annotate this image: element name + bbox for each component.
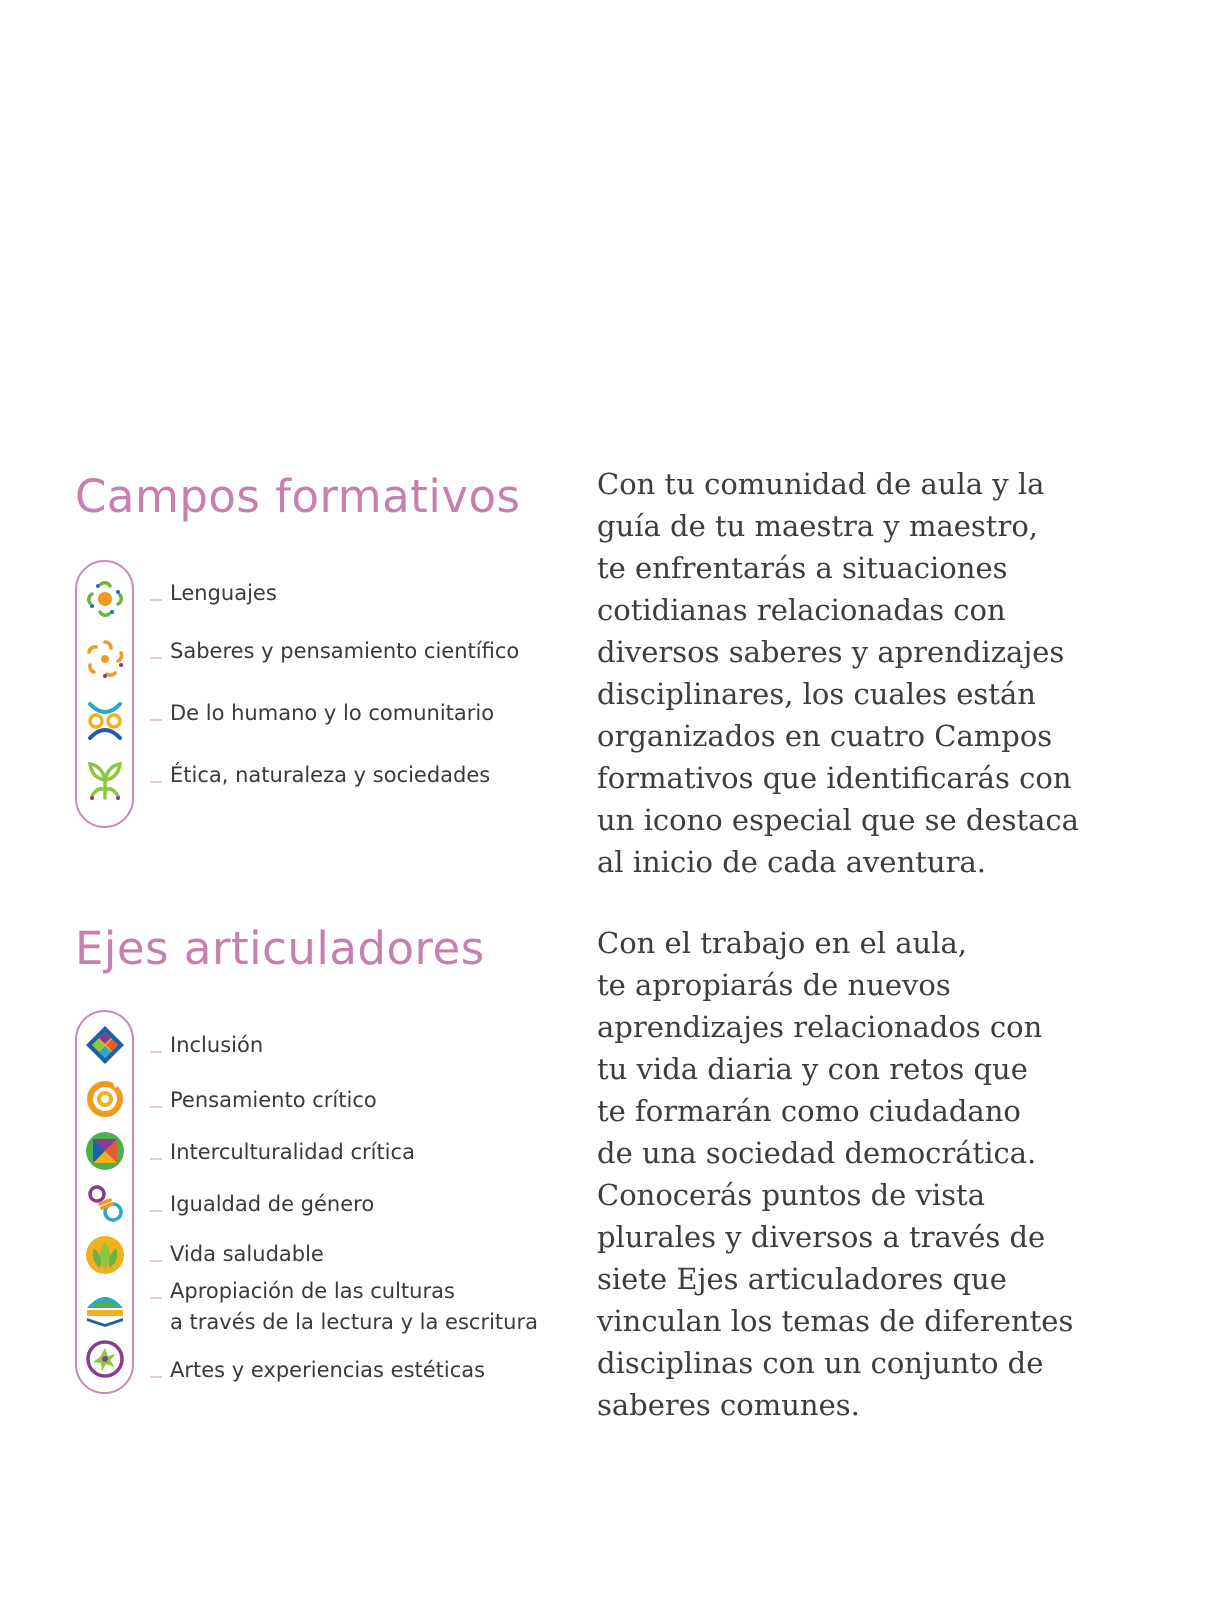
campo-item-humano: De lo humano y lo comunitario [150,698,494,729]
ejes-articuladores-title: Ejes articuladores [75,922,485,975]
eje-item-vida-saludable: Vida saludable [150,1239,324,1270]
campo-item-lenguajes: Lenguajes [150,578,277,609]
lenguajes-icon [84,578,126,620]
saberes-icon [84,638,126,680]
inclusion-icon [84,1024,126,1066]
ejes-icon-column [75,1010,134,1394]
lectura-escritura-icon [84,1286,126,1328]
campo-item-etica: Ética, naturaleza y sociedades [150,760,490,791]
campo-item-saberes: Saberes y pensamiento científico [150,636,519,667]
eje-item-igualdad-genero: Igualdad de género [150,1189,374,1220]
humano-comunitario-icon [84,700,126,742]
igualdad-genero-icon [84,1182,126,1224]
campos-icon-column [75,560,134,828]
ejes-paragraph: Con el trabajo en el aula, te apropiarás de nuevos aprendizajes relacionados con tu vida diaria y con retos que te formarán como ciudadano de una sociedad democrática. Conocerás puntos de vista plurales y diversos a través de siete Ejes articuladores que vinculan los temas de diferentes disciplinas con un conjunto de saberes comunes. [597,926,1074,1422]
artes-icon [84,1338,126,1380]
interculturalidad-icon [84,1130,126,1172]
eje-item-lectura-escritura: Apropiación de las culturas a través de la lectura y la escritura [150,1276,538,1338]
campos-formativos-title: Campos formativos [75,470,521,523]
vida-saludable-icon [84,1234,126,1276]
eje-item-inclusion: Inclusión [150,1030,263,1061]
eje-item-artes: Artes y experiencias estéticas [150,1355,485,1386]
eje-item-interculturalidad: Interculturalidad crítica [150,1137,415,1168]
campos-paragraph: Con tu comunidad de aula y la guía de tu maestra y maestro, te enfrentarás a situaciones cotidianas relacionadas con diversos saberes y aprendizajes disciplinares, los cuales están organizados en cuatro Campos formativos que identificarás con un icono especial que se destaca al inicio de cada aventura. [597,467,1079,879]
etica-naturaleza-icon [84,760,126,802]
eje-item-pensamiento-critico: Pensamiento crítico [150,1085,377,1116]
pensamiento-critico-icon [84,1078,126,1120]
